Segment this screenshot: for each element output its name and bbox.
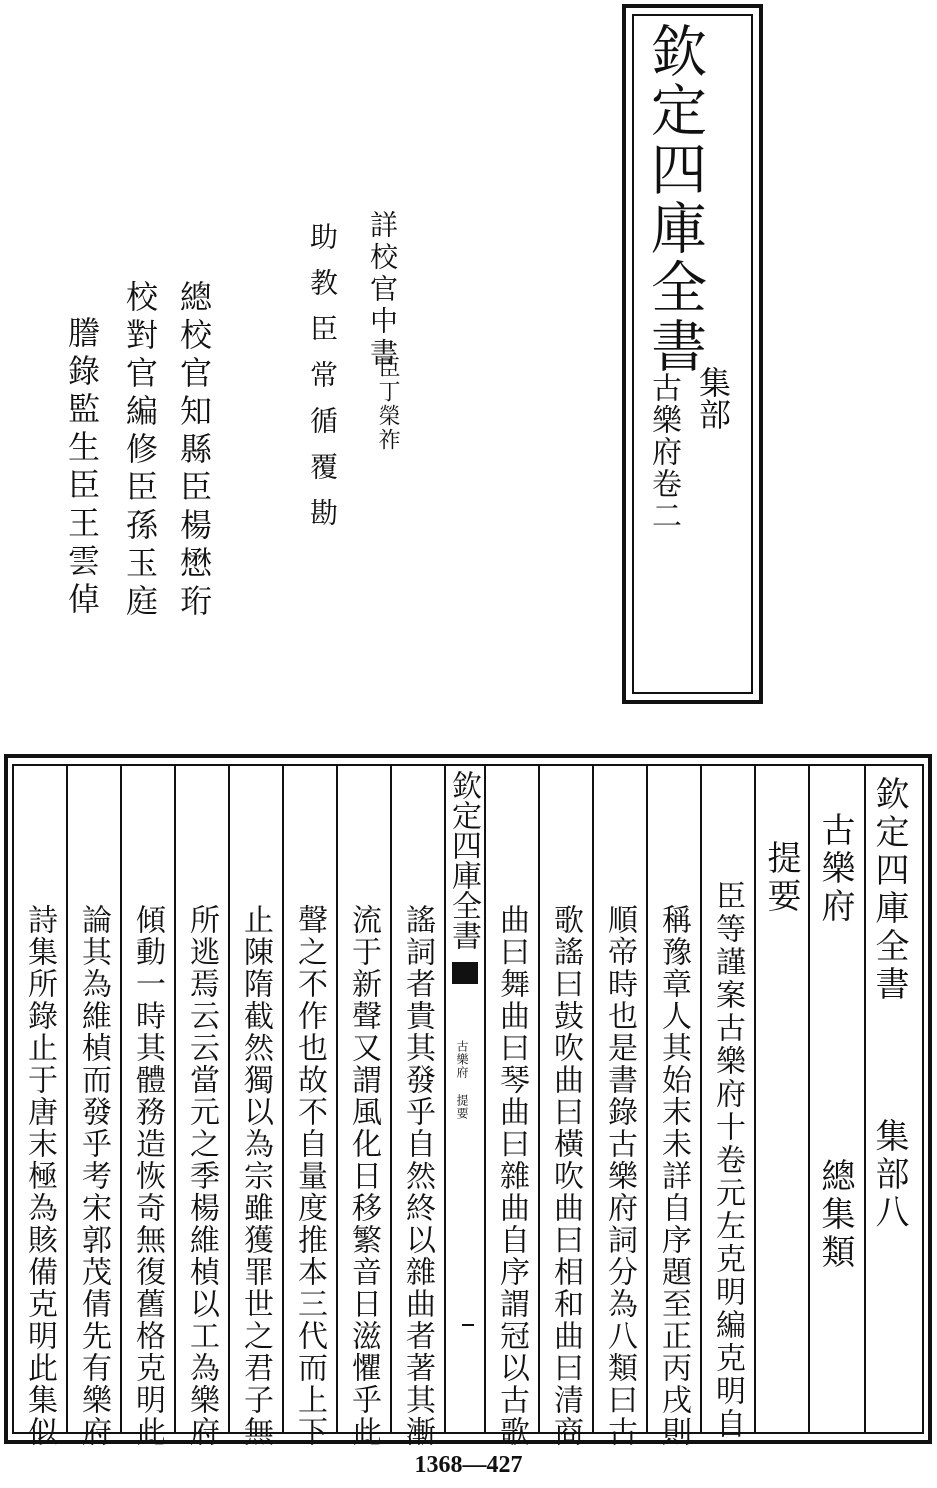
- cover-proofreader-line1b: 臣丁榮祚: [375, 356, 400, 452]
- column-rule: [390, 766, 392, 1432]
- fold-bottom-mark: [462, 1324, 474, 1334]
- page-number: 1368—427: [414, 1452, 523, 1478]
- page-header-section: 集部八: [869, 1118, 909, 1232]
- text-column: 傾動一時其體務造恢奇無復舊格克明此: [130, 904, 165, 1448]
- tiyao-heading: 提要: [761, 840, 801, 916]
- column-rule: [120, 766, 122, 1432]
- text-column: 謠詞者貴其發乎自然終以雜曲者著其漸: [400, 904, 435, 1448]
- text-column: 論其為維楨而發乎考宋郭茂倩先有樂府: [76, 904, 111, 1448]
- cover-supervisor-line1: 總校官知縣臣楊懋珩: [175, 280, 213, 622]
- text-column: 順帝時也是書錄古樂府詞分為八類曰古: [602, 904, 637, 1448]
- cover-supervisor-line3: 謄錄監生臣王雲倬: [63, 316, 101, 620]
- text-column: 歌謠曰鼓吹曲曰橫吹曲曰相和曲曰清商: [548, 904, 583, 1448]
- column-rule: [808, 766, 810, 1432]
- fold-fishtail-mark: [452, 962, 478, 984]
- cover-proofreader-line1a: 詳校官中書: [366, 210, 399, 370]
- cover-book-title: 古樂府卷二: [646, 372, 681, 532]
- column-rule: [228, 766, 230, 1432]
- text-column: 所逃焉云云當元之季楊維楨以工為樂府: [184, 904, 219, 1448]
- column-rule: [174, 766, 176, 1432]
- cover-title: 欽定四庫全書: [642, 22, 707, 376]
- column-rule: [700, 766, 702, 1432]
- text-column: 止陳隋截然獨以為宗雖獲罪世之君子無: [238, 904, 273, 1448]
- text-column: 流于新聲又謂風化日移繁音日滋懼乎此: [346, 904, 381, 1448]
- cover-proofreader-line2: 助教臣常循覆勘: [306, 222, 339, 544]
- column-rule: [538, 766, 540, 1432]
- fold-title: 欽定四庫全書: [446, 770, 481, 950]
- text-column: 聲之不作也故不自量度推本三代而上下: [292, 904, 327, 1448]
- column-rule: [336, 766, 338, 1432]
- text-column: 曲曰舞曲曰琴曲曰雜曲自序謂冠以古歌: [494, 904, 529, 1448]
- page-header-title: 欽定四庫全書: [869, 776, 909, 1004]
- fold-subtitle: 古樂府 提要: [455, 1040, 469, 1120]
- column-rule: [282, 766, 284, 1432]
- column-rule: [484, 766, 486, 1432]
- text-column: 稱豫章人其始末未詳自序題至正丙戌則: [656, 904, 691, 1448]
- text-column: 詩集所錄止于唐末極為賅備克明此集似: [22, 904, 57, 1448]
- column-rule: [66, 766, 68, 1432]
- text-column: 臣等謹案古樂府十卷元左克明編克明自: [710, 880, 745, 1441]
- book-name: 古樂府: [815, 812, 855, 926]
- column-rule: [646, 766, 648, 1432]
- column-rule: [754, 766, 756, 1432]
- cover-supervisor-line2: 校對官編修臣孫玉庭: [121, 280, 159, 622]
- column-rule: [864, 766, 866, 1432]
- cover-section: 集部: [694, 366, 732, 430]
- column-rule: [592, 766, 594, 1432]
- category-label: 總集類: [815, 1158, 855, 1272]
